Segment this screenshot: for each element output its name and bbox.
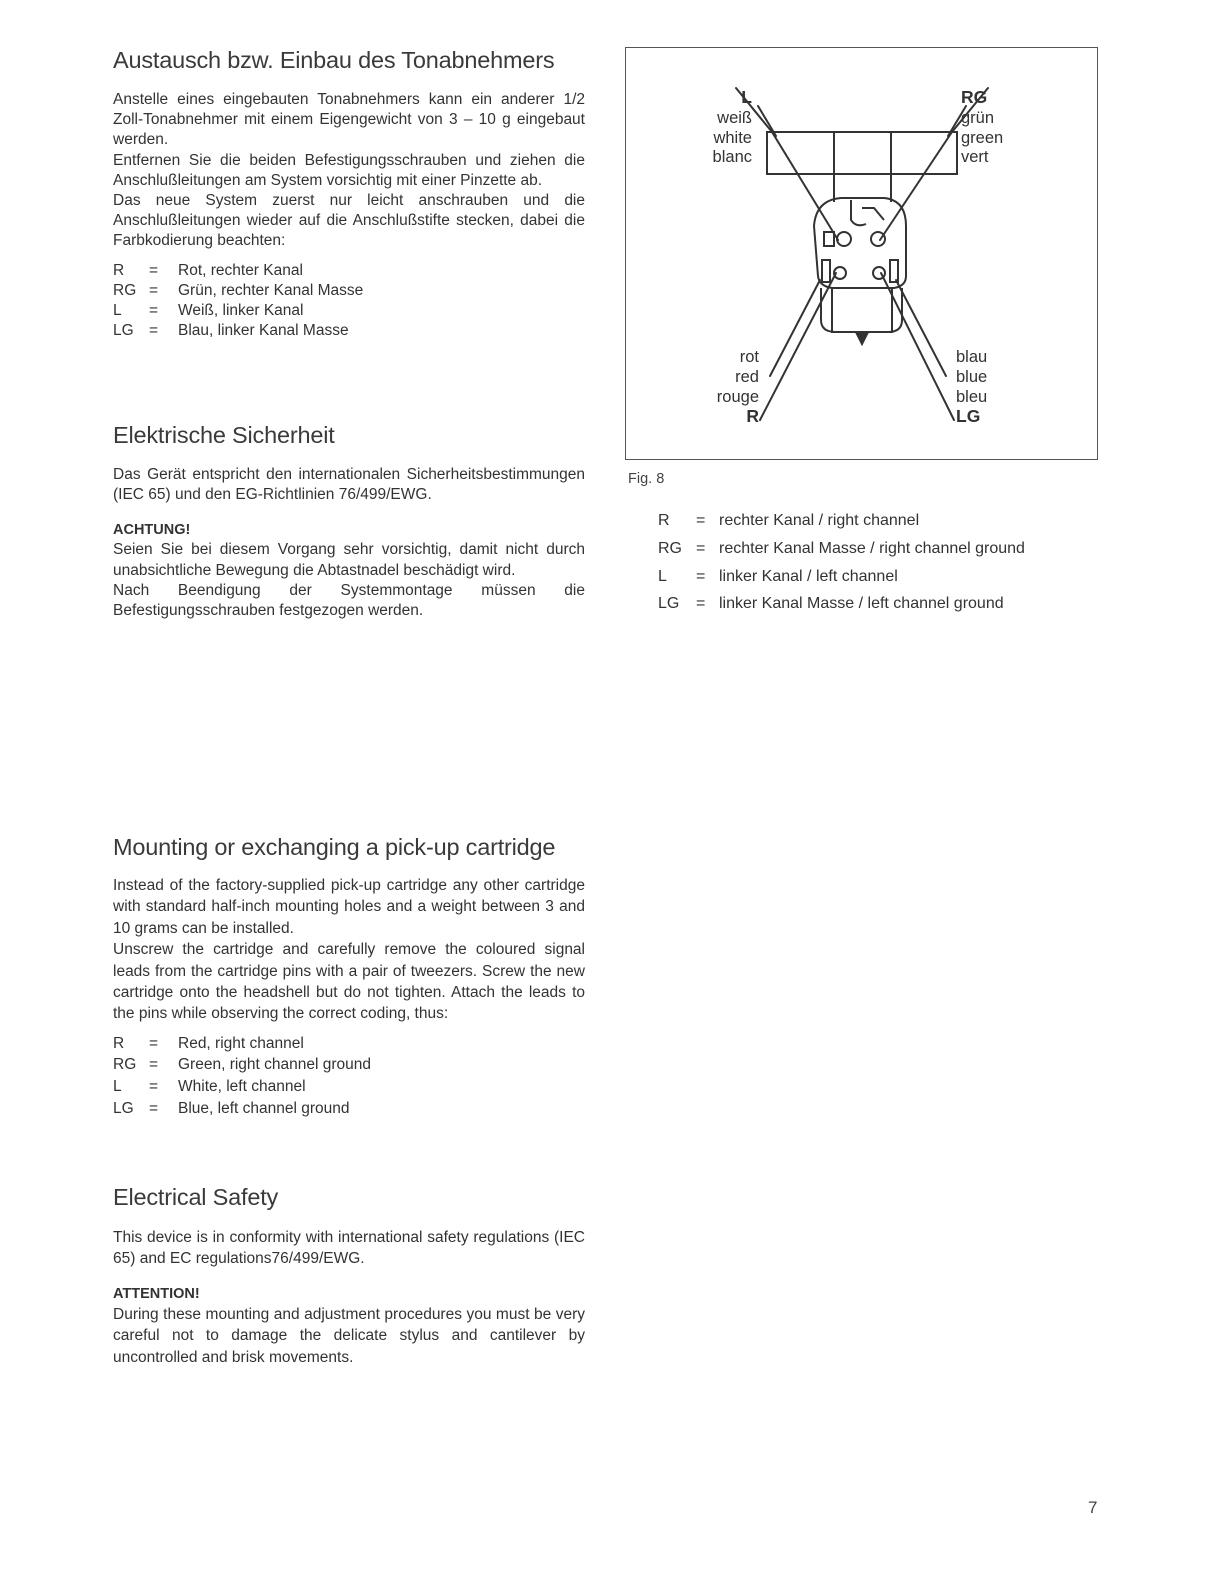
legend-row-r: R = rechter Kanal / right channel xyxy=(658,512,920,529)
english-warning-text: During these mounting and adjustment procedures you must be very careful not to damage the delicate stylus and cantilever by uncontrolled and brisk movements. xyxy=(113,1305,585,1366)
label-rg-fr: vert xyxy=(961,148,989,167)
german-code-r: R = Rot, rechter Kanal xyxy=(113,261,303,279)
pin-l xyxy=(824,232,834,246)
english-code-l: L = White, left channel xyxy=(113,1078,306,1096)
label-r-group xyxy=(717,348,759,428)
german-warning-heading: ACHTUNG! xyxy=(113,522,191,539)
lead-lg xyxy=(881,273,954,420)
german-color-codes xyxy=(113,261,585,342)
label-r-fr: rouge xyxy=(716,387,759,406)
english-safety-text: This device is in conformity with international safety regulations (IEC 65) and EC regulations76/499/EWG. xyxy=(113,1229,585,1268)
english-paragraph-2: Unscrew the cartridge and carefully remove the coloured signal leads from the cartridge pins with a pair of tweezers. Screw the new cartridge onto the headshell but do not tighten. Attach the leads to the pins while observing the correct coding, thus: xyxy=(113,941,585,1023)
figure-cartridge-wiring xyxy=(625,47,1098,460)
english-cartridge-heading: Mounting or exchanging a pick-up cartridge xyxy=(113,834,556,860)
english-section-cartridge xyxy=(113,833,585,1119)
german-cartridge-heading: Austausch bzw. Einbau des Tonabnehmers xyxy=(113,47,555,73)
label-r-code: R xyxy=(746,406,759,427)
english-paragraph-1: Instead of the factory-supplied pick-up cartridge any other cartridge with standard half-inch mounting holes and a weight between 3 and 10 grams can be installed. xyxy=(113,877,585,937)
german-warning-text-2: Nach Beendigung der Systemmontage müssen die Befestigungsschrauben festgezogen werden. xyxy=(113,581,585,620)
label-l-en: white xyxy=(713,128,752,147)
german-section-safety xyxy=(113,421,585,621)
german-paragraph-1: Anstelle eines eingebauten Tonabnehmers kann ein anderer 1/2 Zoll-Tonabnehmer mit einem Eigengewicht von 3 – 10 g eingebaut werden. xyxy=(113,91,585,149)
label-lg-en: blue xyxy=(956,367,988,386)
german-code-rg: RG = Grün, rechter Kanal Masse xyxy=(113,281,364,299)
pin-rg xyxy=(837,232,851,246)
page-number: 7 xyxy=(1088,1498,1098,1517)
german-code-l: L = Weiß, linker Kanal xyxy=(113,302,304,320)
label-rg-de: grün xyxy=(961,108,995,127)
cartridge-body xyxy=(814,198,906,288)
german-section-cartridge xyxy=(113,46,585,341)
label-l-fr: blanc xyxy=(712,148,752,167)
english-code-lg: LG = Blue, left channel ground xyxy=(113,1099,350,1117)
german-safety-text: Das Gerät entspricht den internationalen Sicherheitsbestimmungen (IEC 65) und den EG-Richtlinien 76/499/EWG. xyxy=(113,466,585,504)
german-safety-heading: Elektrische Sicherheit xyxy=(113,422,335,448)
german-paragraph-3: Das neue System zuerst nur leicht anschrauben und die Anschlußleitungen wieder auf die Anschlußstifte stecken, dabei die Farbkodierung beachten: xyxy=(113,192,585,250)
english-color-codes xyxy=(113,1033,585,1119)
label-rg-en: green xyxy=(961,128,1004,147)
english-warning-heading: ATTENTION! xyxy=(113,1285,200,1302)
cartridge-wiring-diagram xyxy=(626,48,1099,461)
english-section-safety xyxy=(113,1183,585,1368)
legend-row-rg: RG = rechter Kanal Masse / right channel ground xyxy=(658,539,1025,557)
german-warning-text-1: Seien Sie bei diesem Vorgang sehr vorsichtig, damit nicht durch unabsichtliche Bewegung die Abtastnadel beschädigt wird. xyxy=(113,541,585,579)
legend-row-lg: LG = linker Kanal Masse / left channel ground xyxy=(658,595,1004,613)
label-l-group xyxy=(713,88,752,168)
figure-caption: Fig. 8 xyxy=(628,471,665,487)
label-r-en: red xyxy=(735,367,759,386)
legend-row-l: L = linker Kanal / left channel xyxy=(658,567,898,585)
label-lg-code: LG xyxy=(956,406,981,427)
label-rg-group xyxy=(961,88,1003,168)
label-l-de: weiß xyxy=(717,108,752,127)
english-code-rg: RG = Green, right channel ground xyxy=(113,1056,372,1074)
german-code-lg: LG = Blau, linker Kanal Masse xyxy=(113,322,349,340)
english-safety-heading: Electrical Safety xyxy=(113,1184,279,1210)
label-lg-de: blau xyxy=(956,348,988,366)
figure-legend xyxy=(658,507,1025,618)
label-l-code: L xyxy=(741,87,752,107)
german-paragraph-2: Entfernen Sie die beiden Befestigungsschrauben und ziehen die Anschlußleitungen am System vorsichtig mit einer Pinzette ab. xyxy=(113,151,585,189)
label-r-de: rot xyxy=(739,348,759,366)
label-lg-fr: bleu xyxy=(956,387,988,406)
label-lg-group xyxy=(956,348,987,428)
label-rg-code: RG xyxy=(961,87,988,107)
english-code-r: R = Red, right channel xyxy=(113,1034,304,1052)
lead-r xyxy=(760,273,836,420)
